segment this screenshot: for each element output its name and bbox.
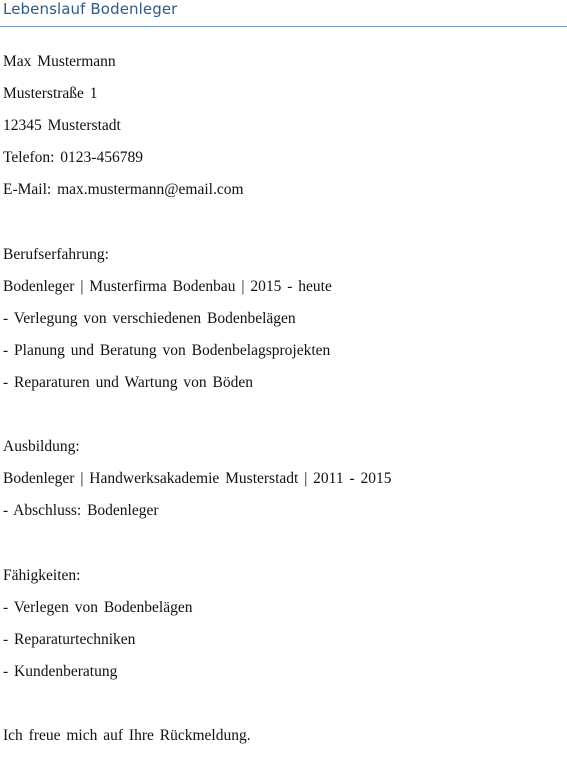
contact-section bbox=[3, 52, 563, 212]
experience-section bbox=[3, 245, 563, 405]
spacer bbox=[3, 212, 563, 244]
spacer bbox=[3, 533, 563, 565]
contact-phone: Telefon: 0123-456789 bbox=[3, 149, 143, 167]
education-entry: Bodenleger | Handwerksakademie Musterstadt | 2011 - 2015 bbox=[3, 470, 392, 488]
spacer bbox=[3, 694, 563, 726]
skills-item: - Verlegen von Bodenbelägen bbox=[3, 598, 193, 616]
spacer bbox=[3, 405, 563, 437]
experience-item: - Planung und Beratung von Bodenbelagsprojekten bbox=[3, 341, 331, 359]
contact-email: E-Mail: max.mustermann@email.com bbox=[3, 181, 244, 199]
skills-item: - Kundenberatung bbox=[3, 662, 118, 680]
skills-heading: Fähigkeiten: bbox=[3, 566, 81, 584]
experience-heading: Berufserfahrung: bbox=[3, 245, 109, 263]
contact-city: 12345 Musterstadt bbox=[3, 117, 121, 135]
skills-item: - Reparaturtechniken bbox=[3, 630, 136, 648]
resume-body bbox=[3, 52, 563, 758]
contact-street: Musterstraße 1 bbox=[3, 85, 98, 103]
experience-entry: Bodenleger | Musterfirma Bodenbau | 2015 - heute bbox=[3, 277, 332, 295]
document-title: Lebenslauf Bodenleger bbox=[3, 0, 178, 18]
education-section bbox=[3, 437, 563, 533]
education-heading: Ausbildung: bbox=[3, 438, 80, 456]
title-underline bbox=[0, 26, 567, 27]
closing-text: Ich freue mich auf Ihre Rückmeldung. bbox=[3, 726, 251, 744]
contact-name: Max Mustermann bbox=[3, 53, 116, 70]
experience-item: - Verlegung von verschiedenen Bodenbelägen bbox=[3, 309, 296, 327]
skills-section bbox=[3, 566, 563, 694]
experience-item: - Reparaturen und Wartung von Böden bbox=[3, 373, 253, 391]
education-item: - Abschluss: Bodenleger bbox=[3, 502, 159, 520]
